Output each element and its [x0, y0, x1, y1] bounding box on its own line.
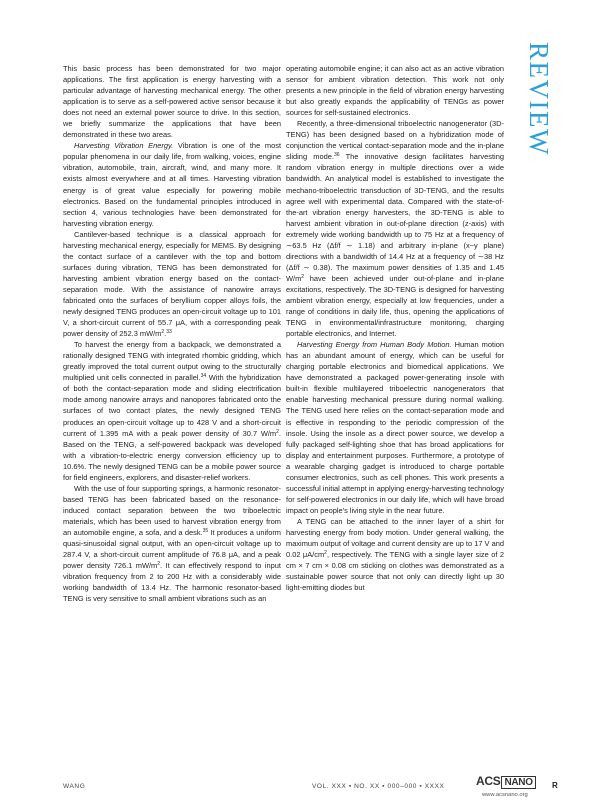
- paragraph-text: .: [164, 329, 167, 339]
- paragraph-text: . It can effectively respond to input vibration frequency from 2 to 200 Hz with a considerably wide working bandwidth of 13.4 Hz. The harmonic resonator-based TENG is very sensitive to small ambient vibrations such as an: [63, 561, 281, 604]
- paragraph: [63, 229, 281, 339]
- paragraph-text: With the hybridization of both the contact-separation mode and sliding electrification mode among nanowire arrays and nanopores fabricated onto the surfaces of two contact plates, the newly designed TENG produces an open-circuit voltage up to 428 V and a short-circuit current of 1.395 mA with a peak power density of 30.7 W/m: [63, 373, 282, 438]
- paragraph: [286, 516, 504, 593]
- paragraph-text: . Based on the TENG, a self-powered backpack was developed with a vibration-to-electric energy conversion efficiency up to 10.6%. The newly designed TENG can be a mobile power source for field engineers, explorers, and disaster-relief workers.: [63, 428, 281, 482]
- paragraph-text: Cantilever-based technique is a classical approach for harvesting mechanical energy, especially for MEMS. By designing the contact surface of a cantilever with the top and bottom surfaces during vibration, TENG has been demonstrated for harvesting ambient vibration energy based on the contact-separation mode. With the assistance of nanowire arrays fabricated onto the surfaces of beryllium copper alloys foils, the newly designed TENG produces an open-circuit voltage up to 101 V, a short-circuit current of 55.7 μA, with a corresponding peak power density of 252.3 mW/m: [63, 229, 281, 339]
- paragraph-text: A TENG can be attached to the inner layer of a shirt for harvesting energy from body motion. Under general walking, the maximum output of voltage and current density are up to 17 V and 0.02 μA/cm: [286, 516, 504, 560]
- paragraph: [63, 63, 281, 140]
- journal-logo: [476, 774, 536, 789]
- paragraph-text: It produces a uniform quasi-sinusoidal signal output, with an open-circuit voltage up to 287.4 V, a short-circuit current amplitude of 76.8 μA, and a peak power density 726.1 mW/m: [63, 527, 282, 571]
- paragraph-text: Vibration is one of the most popular phenomena in our daily life, from walking, voices, engine vibration, automobile, train, aircraft, wind, and many more. It exists almost everywhere and at all times. Harvesting vibration energy is of great value especially for powering mobile electronics. Based on the fundamental principles introduced in section 4, various technologies have been demonstrated for harvesting vibration energy.: [63, 141, 282, 228]
- paragraph-text: To harvest the energy from a backpack, we demonstrated a rationally designed TENG with integrated rhombic gridding, which greatly improved the total current output owing to the structurally multiplied unit cells connected in parallel.: [63, 340, 281, 383]
- paragraph-text: , respectively. The TENG with a single layer size of 2 cm × 7 cm × 0.08 cm sticking on clothes was demonstrated as a sustainable power source that not only can directly light up 30 light-emitting diodes but: [286, 550, 504, 593]
- paragraph-text: Human motion has an abundant amount of energy, which can be useful for charging portable electronics and biomedical applications. We have demonstrated a packaged power-generating insole with built-in flexible multilayered triboelectric nanogenerators that enable harvesting mechanical pressure during normal walking. The TENG used here relies on the contact-separation mode and is effective in responding to the periodic compression of the insole. Using the insole as a direct power source, we develop a fully packaged self-lighting shoe that has broad applications for display and entertainment purposes. Furthermore, a prototype of a wearable charging gadget is introduced to charge portable consumer electronics, such as cell phones. This work presents a successful initial attempt in applying energy-harvesting technology for self-powered electronics in our daily life, which will have broad impact on people's living style in the near future.: [286, 340, 505, 515]
- paragraph: [286, 339, 504, 516]
- section-label-review: [524, 42, 559, 192]
- paragraph-text: The innovative design facilitates harvesting random vibration energy in multiple directions over a wide bandwidth. An analytical model is established to investigate the mechano-triboelectric transduction of 3D-TENG, and the results agree well with experimental data. Compared with the state-of-the-art vibration energy harvesters, the 3D-TENG is able to harvest ambient vibration in out-of-plane direction (z-axis) with extremely wide working bandwidth up to 75 Hz at a frequency of ∼63.5 Hz (Δf/f ∼ 1.18) and arbitrary in-plane (x−y plane) directions with a bandwidth of 14.4 Hz at a frequency of ∼38 Hz (Δf/f ∼ 0.38). The maximum power densities of 1.35 and 1.45 W/m: [286, 152, 504, 283]
- footer-volume-info: VOL. XXX ▪ NO. XX ▪ 000–000 ▪ XXXX: [312, 783, 445, 790]
- paragraph-text: With the use of four supporting springs, a harmonic resonator-based TENG has been fabricated based on the resonance-induced contact separation between the two triboelectric materials, which has been used to harvest vibration energy from an automobile engine, a sofa, and a desk.: [63, 483, 281, 537]
- paragraph: [63, 339, 281, 483]
- paragraph-text: operating automobile engine; it can also act as an active vibration sensor for ambient vibration detection. This work not only presents a new principle in the field of vibration energy harvesting but also greatly expands the applicability of TENGs as power sources for self-sustained electronics.: [286, 64, 504, 118]
- paragraph: [63, 140, 281, 228]
- section-heading: Harvesting Energy from Human Body Motion.: [297, 340, 452, 350]
- citation-ref: 33: [166, 329, 172, 336]
- paragraph-text: have been achieved under out-of-plane and in-plane excitations, respectively. The 3D-TENG is designed for harvesting ambient vibration energy, especially at low frequencies, under a range of conditions in daily life, thus, opening the applications of TENG in environmental/infrastructure monitoring, charging portable electronics, and Internet.: [286, 273, 504, 339]
- paragraph-text: This basic process has been demonstrated for two major applications. The first application is energy harvesting with a particular advantage of harvesting mechanical energy. The other application is to serve as a self-powered active sensor because it does not need an external power source to drive. In this section, we briefly summarize the applications that have been demonstrated in these two areas.: [63, 64, 281, 140]
- right-column: [286, 63, 504, 593]
- logo-prefix: ACS: [476, 774, 501, 788]
- paragraph-text: Recently, a three-dimensional triboelectric nanogenerator (3D-TENG) has been designed based on a hybridization mode of conjunction the vertical contact-separation mode and the in-plane sliding mode.: [286, 119, 504, 162]
- paragraph: [286, 63, 504, 118]
- citation-ref: 35: [202, 527, 209, 534]
- superscript: 2: [161, 329, 165, 336]
- section-heading: Harvesting Vibration Energy.: [74, 141, 174, 151]
- section-label-text: REVIEW: [524, 42, 554, 156]
- superscript: 2: [301, 273, 305, 280]
- journal-url[interactable]: www.acsnano.org: [482, 792, 528, 798]
- superscript: 2: [276, 428, 279, 435]
- citation-ref: 34: [200, 373, 207, 380]
- paragraph: [63, 483, 281, 605]
- superscript: 2: [324, 550, 327, 557]
- paragraph: [286, 118, 504, 339]
- left-column: [63, 63, 281, 604]
- superscript: 2: [157, 561, 161, 568]
- citation-ref: 36: [333, 152, 340, 159]
- page-number: R: [552, 781, 558, 790]
- logo-name: NANO: [501, 776, 535, 789]
- footer-author: WANG: [63, 783, 86, 790]
